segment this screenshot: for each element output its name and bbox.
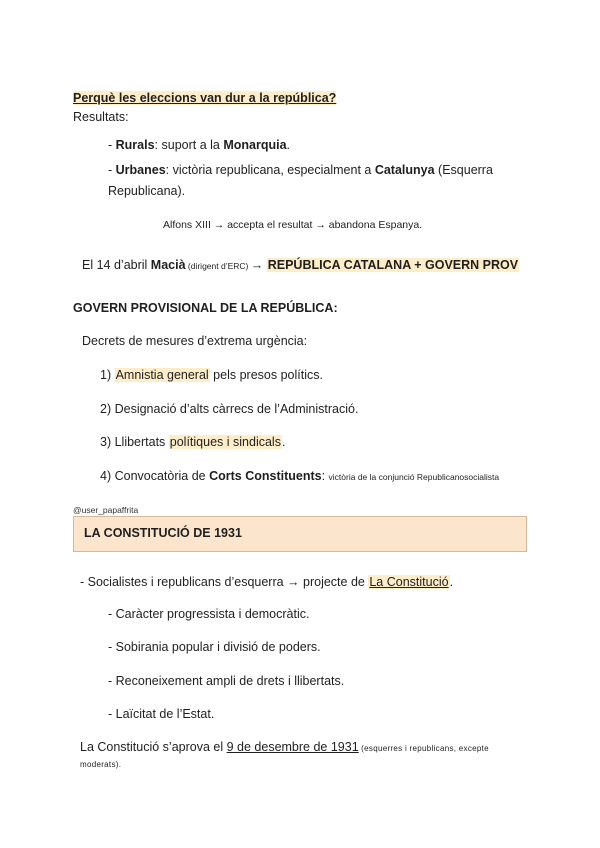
constitucio-bullet: - Caràcter progressista i democràtic.: [108, 607, 310, 621]
constitucio-title: LA CONSTITUCIÓ DE 1931: [84, 526, 242, 540]
constitucio-intro: - Socialistes i republicans d’esquerra → projecte de La Constitució.: [80, 575, 454, 589]
alfons-note: Alfons XIII → accepta el resultat → abandona Espanya.: [163, 219, 423, 231]
constitucio-bullet: - Laïcitat de l’Estat.: [108, 707, 215, 721]
urban-result-line2: Republicana).: [108, 184, 186, 198]
results-label: Resultats:: [73, 110, 129, 124]
govern-title: GOVERN PROVISIONAL DE LA REPÚBLICA:: [73, 301, 338, 315]
decret-item-3: 3) Llibertats polítiques i sindicals.: [100, 435, 286, 449]
macia-line: El 14 d’abril Macià (dirigent d’ERC) → REPÚBLICA CATALANA + GOVERN PROV: [82, 258, 519, 272]
constitucio-bullet: - Sobirania popular i divisió de poders.: [108, 640, 321, 654]
question-heading: Perquè les eleccions van dur a la república?: [73, 91, 337, 105]
decret-item-1: 1) Amnistia general pels presos polítics.: [100, 368, 323, 382]
rural-result: - Rurals: suport a la Monarquia.: [108, 138, 291, 152]
watermark: @user_papaffrita: [73, 505, 139, 515]
constitucio-title-box: [73, 516, 527, 552]
constitucio-bullet: - Reconeixement ampli de drets i llibertats.: [108, 674, 345, 688]
approval-line2: moderats).: [80, 760, 122, 769]
decrets-intro: Decrets de mesures d’extrema urgència:: [82, 334, 308, 348]
approval-line: La Constitució s’aprova el 9 de desembre de 1931 (esquerres i republicans, excepte: [80, 740, 489, 754]
decret-item-4: 4) Convocatòria de Corts Constituents: victòria de la conjunció Republicanosocialista: [100, 469, 500, 483]
urban-result: - Urbanes: victòria republicana, especialment a Catalunya (Esquerra: [108, 163, 493, 177]
decret-item-2: 2) Designació d’alts càrrecs de l’Administració.: [100, 402, 359, 416]
